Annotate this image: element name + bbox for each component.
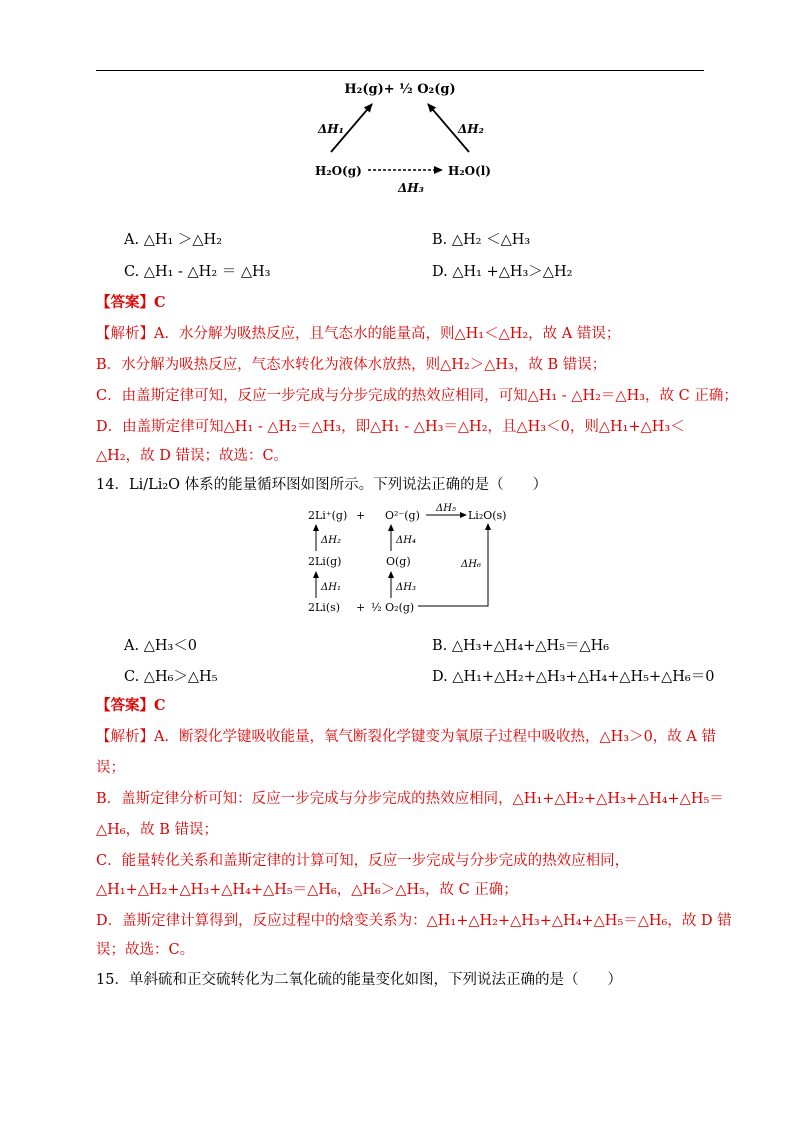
q14-analysis-line: 误； bbox=[96, 760, 125, 776]
q13-analysis-line: C．由盖斯定律可知，反应一步完成与分步完成的热效应相同，可知△H₁ - △H₂＝△H₃，故 C 正确； bbox=[96, 388, 738, 404]
q14-analysis-line: △H₆，故 B 错误； bbox=[96, 822, 218, 838]
q13-answer: 【答案】C bbox=[96, 294, 166, 311]
right-label: ΔH₂ bbox=[458, 122, 484, 136]
li-energy-cycle-diagram bbox=[0, 500, 800, 630]
dh2-label: ΔH₂ bbox=[321, 535, 341, 546]
q13-analysis-line: △H₂，故 D 错误；故选：C。 bbox=[96, 448, 289, 464]
q13-option-d: D. △H₁ +△H₃＞△H₂ bbox=[432, 264, 573, 280]
q15-stem: 15．单斜硫和正交硫转化为二氧化硫的能量变化如图，下列说法正确的是（ ） bbox=[96, 972, 622, 988]
o-gas: O(g) bbox=[386, 555, 411, 568]
q14-stem: 14．Li/Li₂O 体系的能量循环图如图所示。下列说法正确的是（ ） bbox=[96, 477, 548, 493]
q13-analysis-line: D．由盖斯定律可知△H₁ - △H₂＝△H₃，即△H₁ - △H₃＝△H₂，且△H₃＜0，则△H₁+△H₃＜ bbox=[96, 419, 685, 435]
plus-sign: + bbox=[356, 601, 366, 614]
q14-analysis-line: B．盖斯定律分析可知：反应一步完成与分步完成的热效应相同，△H₁+△H₂+△H₃+△H₄+△H₅＝ bbox=[96, 791, 724, 807]
dh6-label: ΔH₆ bbox=[461, 559, 481, 570]
dh1-label: ΔH₁ bbox=[321, 582, 341, 593]
li2o-solid: Li₂O(s) bbox=[468, 509, 507, 522]
q14-option-c: C. △H₆＞△H₅ bbox=[124, 669, 218, 685]
half-o2-gas: ½ O₂(g) bbox=[371, 601, 415, 614]
q14-option-d: D. △H₁+△H₂+△H₃+△H₄+△H₅+△H₆＝0 bbox=[432, 669, 715, 685]
dh3-label: ΔH₃ bbox=[396, 582, 416, 593]
o2minus-gas: O²⁻(g) bbox=[385, 509, 420, 522]
li-solid: 2Li(s) bbox=[308, 601, 341, 614]
left-label: ΔH₁ bbox=[318, 122, 344, 136]
q14-analysis-line: 【解析】A．断裂化学键吸收能量，氧气断裂化学键变为氧原子过程中吸收热，△H₃＞0，故 A 错 bbox=[96, 729, 716, 745]
bottom-label: ΔH₃ bbox=[398, 181, 424, 195]
q14-analysis-line: 误；故选：C。 bbox=[96, 942, 195, 958]
dh5-label: ΔH₅ bbox=[436, 503, 456, 514]
q13-analysis-line: 【解析】A．水分解为吸热反应，且气态水的能量高，则△H₁＜△H₂，故 A 错误； bbox=[96, 326, 621, 342]
q14-analysis-line: C．能量转化关系和盖斯定律的计算可知，反应一步完成与分步完成的热效应相同， bbox=[96, 853, 630, 869]
q13-option-b: B. △H₂ ＜△H₃ bbox=[432, 232, 531, 248]
q14-analysis-line: D．盖斯定律计算得到，反应过程中的焓变关系为：△H₁+△H₂+△H₃+△H₄+△H₅＝△H₆，故 D 错 bbox=[96, 913, 732, 929]
top-species: H₂(g)+ ½ O₂(g) bbox=[344, 82, 456, 97]
q14-answer: 【答案】C bbox=[96, 697, 166, 714]
q14-option-b: B. △H₃+△H₄+△H₅＝△H₆ bbox=[432, 638, 610, 654]
q14-option-a: A. △H₃＜0 bbox=[124, 638, 198, 654]
q13-option-c: C. △H₁ - △H₂ ＝ △H₃ bbox=[124, 264, 271, 280]
hess-triangle-diagram bbox=[0, 70, 800, 280]
li-gas: 2Li(g) bbox=[308, 555, 342, 568]
li-plus-gas: 2Li⁺(g) bbox=[308, 509, 348, 522]
q14-analysis-line: △H₁+△H₂+△H₃+△H₄+△H₅＝△H₆，△H₆＞△H₅，故 C 正确； bbox=[96, 882, 518, 898]
q13-option-a: A. △H₁ ＞△H₂ bbox=[124, 232, 223, 248]
bottom-right-species: H₂O(l) bbox=[448, 164, 491, 178]
dh4-label: ΔH₄ bbox=[396, 535, 416, 546]
q13-analysis-line: B．水分解为吸热反应，气态水转化为液体水放热，则△H₂＞△H₃，故 B 错误； bbox=[96, 357, 607, 373]
bottom-left-species: H₂O(g) bbox=[315, 164, 362, 178]
plus-sign: + bbox=[356, 509, 366, 522]
